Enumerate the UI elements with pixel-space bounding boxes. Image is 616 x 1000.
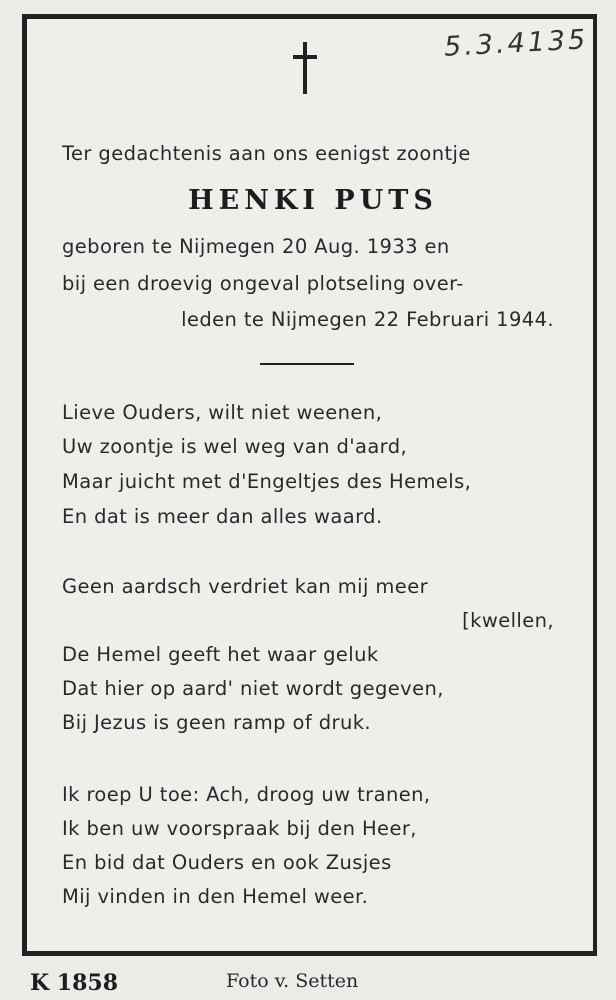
verse-line: Geen aardsch verdriet kan mij meer	[62, 575, 429, 598]
intro-line: bij een droevig ongeval plotseling over-	[62, 272, 464, 295]
verse-line: Lieve Ouders, wilt niet weenen,	[62, 401, 383, 424]
verse-line: En dat is meer dan alles waard.	[62, 505, 383, 528]
verse-line: Maar juicht met d'Engeltjes des Hemels,	[62, 470, 472, 493]
verse-line: Bij Jezus is geen ramp of druk.	[62, 711, 371, 734]
verse-line: Ik ben uw voorspraak bij den Heer,	[62, 817, 417, 840]
handwritten-note: 5.3.4135	[443, 24, 589, 63]
verse-line: Mij vinden in den Hemel weer.	[62, 885, 369, 908]
verse-line: [kwellen,	[462, 609, 554, 632]
verse-line: En bid dat Ouders en ook Zusjes	[62, 851, 392, 874]
deceased-name: HENKI PUTS	[188, 185, 438, 216]
cross-icon	[290, 42, 320, 94]
verse-line: Dat hier op aard' niet wordt gegeven,	[62, 677, 444, 700]
verse-line: Ik roep U toe: Ach, droog uw tranen,	[62, 783, 431, 806]
card-code: K 1858	[30, 970, 119, 996]
intro-line: geboren te Nijmegen 20 Aug. 1933 en	[62, 235, 450, 258]
intro-line: leden te Nijmegen 22 Februari 1944.	[181, 308, 554, 331]
divider	[260, 363, 354, 365]
photo-credit: Foto v. Setten	[226, 970, 359, 992]
verse-line: De Hemel geeft het waar geluk	[62, 643, 379, 666]
header-text: Ter gedachtenis aan ons eenigst zoontje	[62, 142, 471, 165]
verse-line: Uw zoontje is wel weg van d'aard,	[62, 435, 408, 458]
